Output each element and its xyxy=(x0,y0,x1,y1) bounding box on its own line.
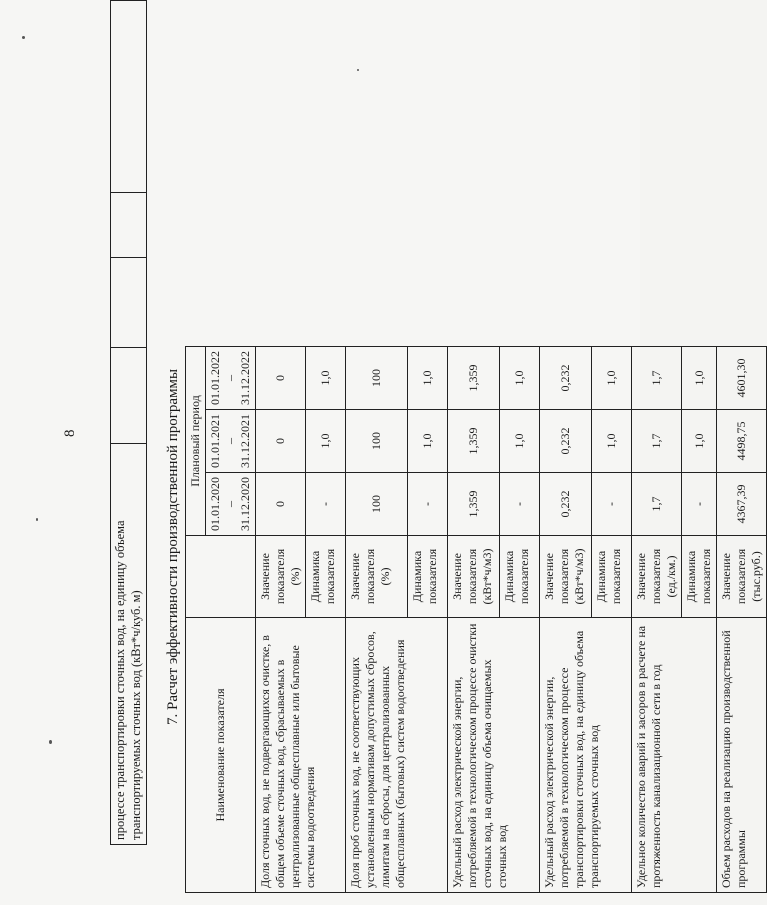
metric-value: 1,359 xyxy=(448,410,500,473)
fragment-cell xyxy=(111,347,147,443)
metric-value: 1,359 xyxy=(448,347,500,410)
header-planned-period: Плановый период xyxy=(186,347,206,536)
table-row xyxy=(540,347,592,893)
metric-value: 1,0 xyxy=(682,347,717,410)
metric-value: 1,0 xyxy=(408,347,448,410)
metric-value: 1,0 xyxy=(500,410,540,473)
indicator-name: Удельный расход электрической энергии, потребляемой в технологическом процессе очистки сточных вод, на единицу объема очищаемых сточных вод xyxy=(448,618,540,893)
table-row xyxy=(346,347,408,893)
metric-value: - xyxy=(682,473,717,536)
metric-value: - xyxy=(500,473,540,536)
metric-value: 1,0 xyxy=(306,347,346,410)
metric-value: - xyxy=(592,473,632,536)
page-number: 8 xyxy=(62,429,78,437)
metric-value: 1,7 xyxy=(632,473,682,536)
table-row xyxy=(256,347,306,893)
metric-value: - xyxy=(306,473,346,536)
metric-value: 1,0 xyxy=(408,410,448,473)
table-row xyxy=(448,347,500,893)
fragment-cell xyxy=(111,1,147,193)
metric-kind: Значение показателя (%) xyxy=(256,536,306,618)
metric-kind: Динамика показателя xyxy=(306,536,346,618)
metric-value: - xyxy=(408,473,448,536)
indicator-name: Доля сточных вод, не подвергающихся очистке, в общем объеме сточных вод, сбрасываемых в централизованные общесплавные или бытовые системы водоотведения xyxy=(256,618,346,893)
metric-kind: Значение показателя (тыс.руб.) xyxy=(717,536,767,618)
fragment-cell xyxy=(111,258,147,347)
indicator-name: Удельный расход электрической энергии, потребляемой в технологическом процессе транспортировки сточных вод, на единицу объема транспортируемых сточных вод xyxy=(540,618,632,893)
metric-value: 100 xyxy=(346,347,408,410)
efficiency-table xyxy=(185,346,767,893)
header-kind xyxy=(186,536,256,618)
metric-kind: Значение показателя (%) xyxy=(346,536,408,618)
metric-value: 1,0 xyxy=(682,410,717,473)
metric-value: 100 xyxy=(346,473,408,536)
indicator-name: Доля проб сточных вод, не соответствующих установленным нормативам допустимых сбросов, лимитам на сбросы, для централизованных общесплавных (бытовых) систем водоотведения xyxy=(346,618,448,893)
metric-kind: Значение показателя (кВт*ч/м3) xyxy=(448,536,500,618)
metric-value: 1,0 xyxy=(500,347,540,410)
metric-kind: Значение показателя (кВт*ч/м3) xyxy=(540,536,592,618)
metric-value: 100 xyxy=(346,410,408,473)
metric-value: 1,7 xyxy=(632,410,682,473)
metric-value: 4601,30 xyxy=(717,347,767,410)
metric-value: 1,0 xyxy=(592,347,632,410)
metric-value: 4367,39 xyxy=(717,473,767,536)
metric-kind: Динамика показателя xyxy=(592,536,632,618)
metric-value: 0 xyxy=(256,410,306,473)
metric-value: 4498,75 xyxy=(717,410,767,473)
table-row xyxy=(717,347,767,893)
metric-value: 1,0 xyxy=(306,410,346,473)
metric-value: 1,359 xyxy=(448,473,500,536)
metric-value: 0,232 xyxy=(540,410,592,473)
section-title: 7. Расчет эффективности производственной программы xyxy=(165,368,181,725)
indicator-name: Удельное количество аварий и засоров в расчете на протяженность канализационной сети в год xyxy=(632,618,717,893)
fragment-text: процессе транспортировки сточных вод, на единицу объема транспортируемых сточных вод (кВт*ч/куб. м) xyxy=(111,443,147,844)
metric-kind: Динамика показателя xyxy=(408,536,448,618)
header-name: Наименование показателя xyxy=(186,618,256,893)
header-period: 01.01.2020 – 31.12.2020 xyxy=(206,473,256,536)
metric-kind: Динамика показателя xyxy=(682,536,717,618)
previous-table-fragment xyxy=(110,0,147,845)
metric-kind: Значение показателя (ед./км.) xyxy=(632,536,682,618)
header-period: 01.01.2022 – 31.12.2022 xyxy=(206,347,256,410)
metric-value: 1,7 xyxy=(632,347,682,410)
metric-value: 0 xyxy=(256,347,306,410)
metric-value: 1,0 xyxy=(592,410,632,473)
fragment-cell xyxy=(111,192,147,258)
metric-value: 0,232 xyxy=(540,347,592,410)
metric-kind: Динамика показателя xyxy=(500,536,540,618)
indicator-name: Объем расходов на реализацию производственной программы xyxy=(717,618,767,893)
header-period: 01.01.2021 – 31.12.2021 xyxy=(206,410,256,473)
metric-value: 0 xyxy=(256,473,306,536)
metric-value: 0,232 xyxy=(540,473,592,536)
table-row xyxy=(632,347,682,893)
